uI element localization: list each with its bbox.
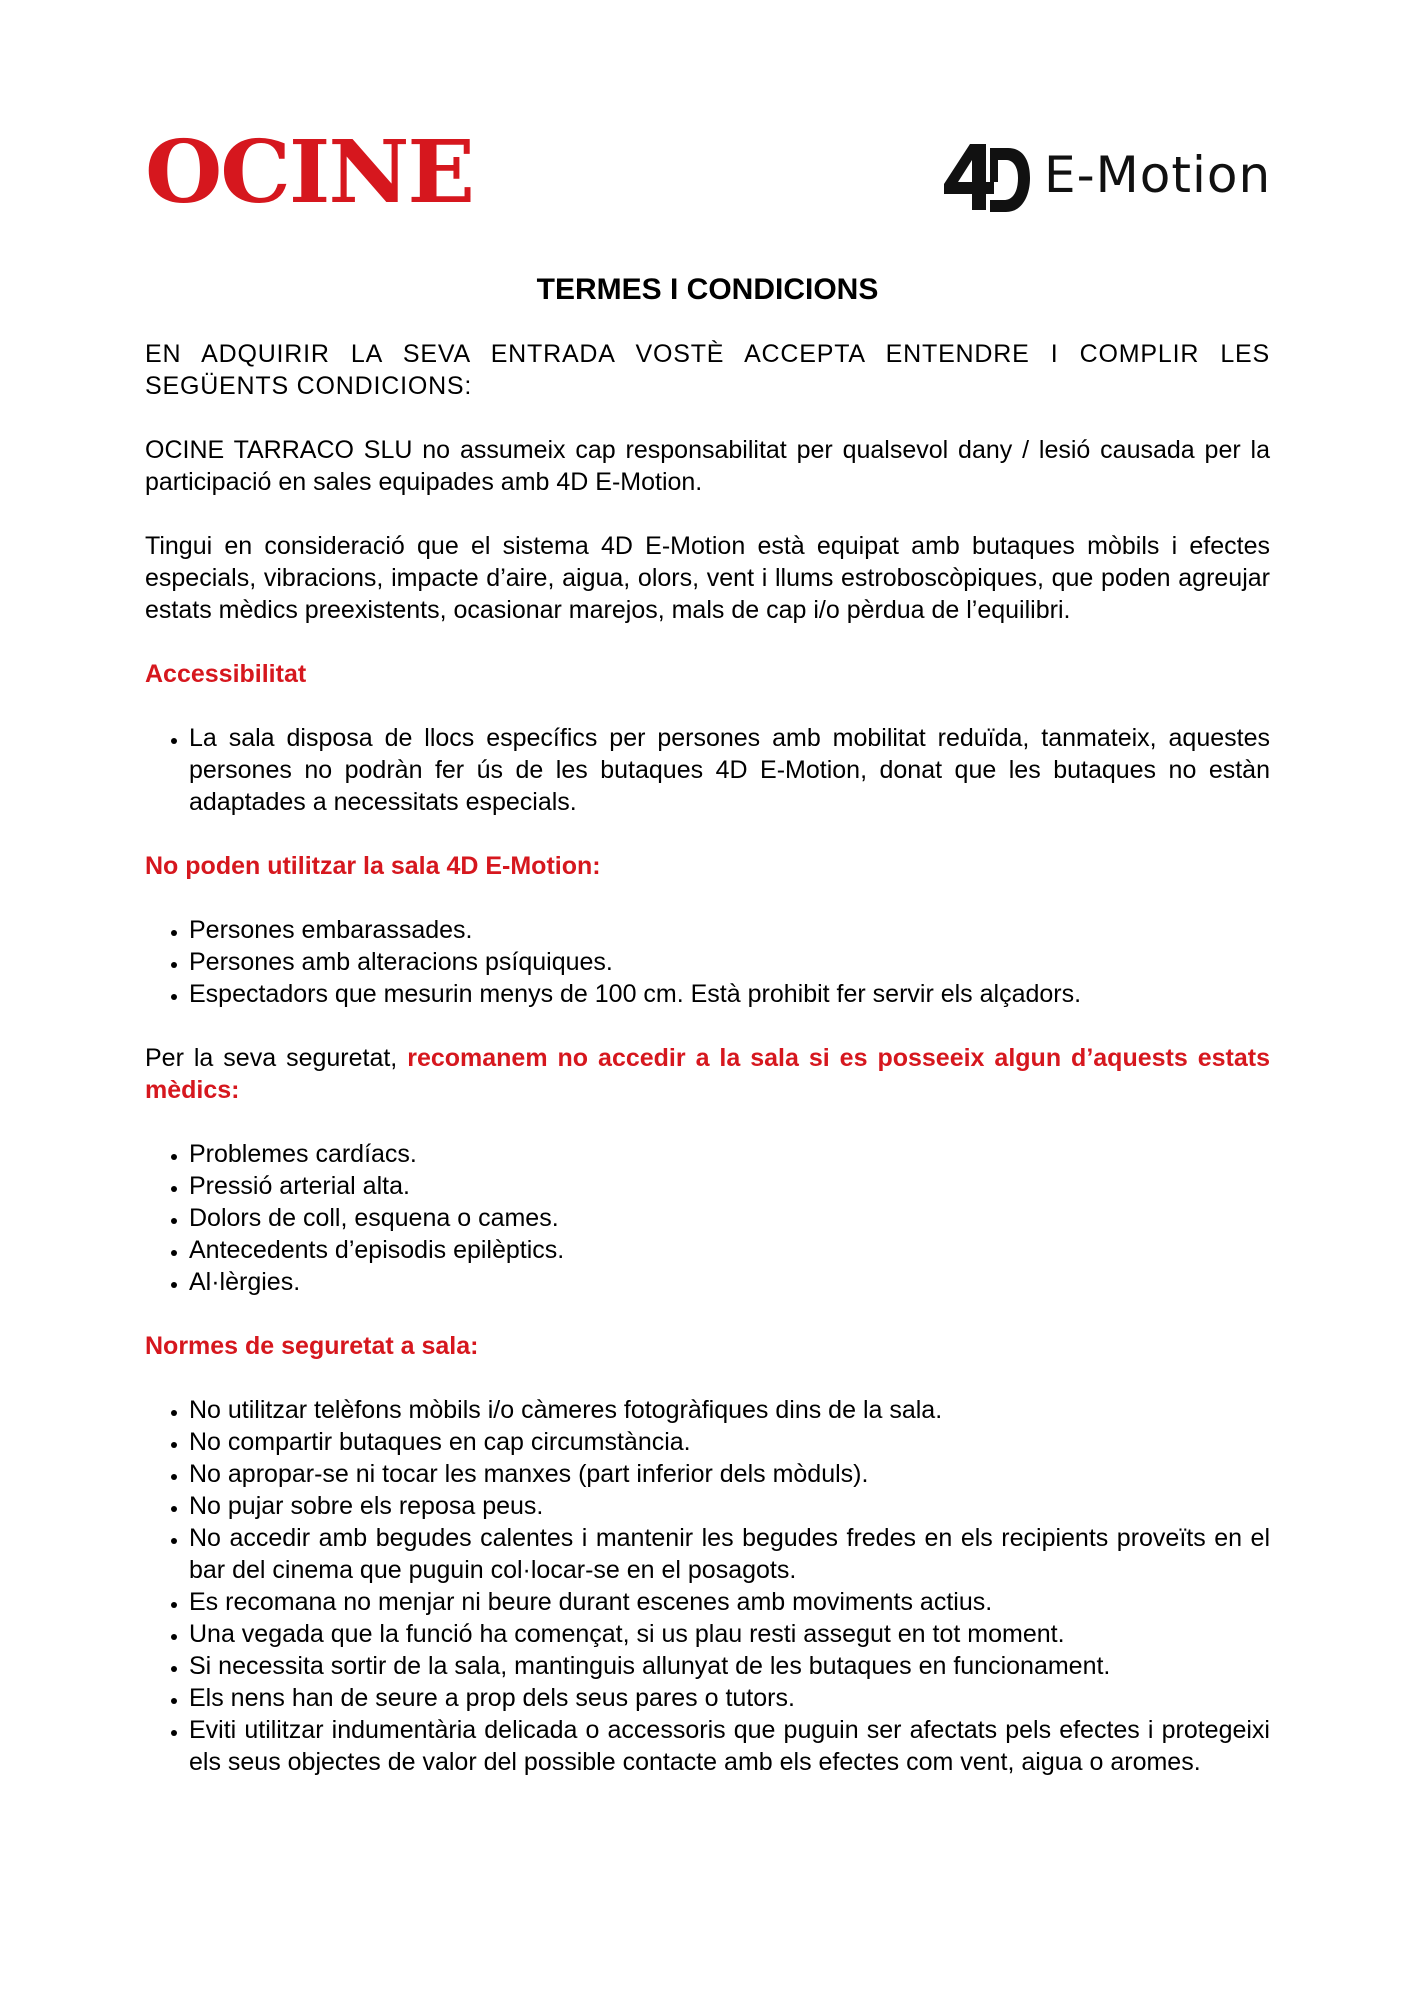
list-item: • Els nens han de seure a prop dels seus pares o tutors.: [189, 1682, 1270, 1714]
list-item: • Al·lèrgies.: [189, 1266, 1270, 1298]
list-item: • Si necessita sortir de la sala, mantinguis allunyat de les butaques en funcionament.: [189, 1650, 1270, 1682]
medical-list: [145, 1138, 1270, 1298]
ocine-logo: [145, 130, 475, 206]
disclaimer-paragraph: OCINE TARRACO SLU no assumeix cap responsabilitat per qualsevol dany / lesió causada per la participació en sales equipades amb 4D E-Motion.: [145, 436, 1270, 496]
4d-logo-mark: [940, 138, 1032, 218]
accessibility-list: [145, 722, 1270, 818]
medical-paragraph: [145, 1042, 1270, 1106]
4d-logo-word: E-Motion: [1044, 146, 1272, 204]
list-item: • Persones amb alteracions psíquiques.: [189, 946, 1270, 978]
page-title: TERMES I CONDICIONS: [536, 273, 879, 306]
safety-list: [145, 1394, 1270, 1778]
medical-lead: Per la seva seguretat,: [145, 1044, 408, 1072]
restrictions-heading: No poden utilitzar la sala 4D E-Motion:: [145, 852, 601, 880]
list-item: • No compartir butaques en cap circumstància.: [189, 1426, 1270, 1458]
list-item: • Dolors de coll, esquena o cames.: [189, 1202, 1270, 1234]
list-item: • Una vegada que la funció ha començat, si us plau resti assegut en tot moment.: [189, 1618, 1270, 1650]
safety-heading: Normes de seguretat a sala:: [145, 1332, 479, 1360]
accessibility-heading: Accessibilitat: [145, 660, 307, 688]
list-item: • Problemes cardíacs.: [189, 1138, 1270, 1170]
terms-content: [145, 270, 1270, 1810]
intro-paragraph: EN ADQUIRIR LA SEVA ENTRADA VOSTÈ ACCEPTA ENTENDRE I COMPLIR LES SEGÜENTS CONDICIONS:: [145, 340, 1270, 400]
list-item: • Antecedents d’episodis epilèptics.: [189, 1234, 1270, 1266]
svg-text:OCINE: OCINE: [145, 130, 473, 206]
list-item: • No accedir amb begudes calentes i mantenir les begudes fredes en els recipients proveïts en el bar del cinema que puguin col·locar-se en el posagots.: [189, 1522, 1270, 1586]
list-item: • No utilitzar telèfons mòbils i/o càmeres fotogràfiques dins de la sala.: [189, 1394, 1270, 1426]
list-item: • Es recomana no menjar ni beure durant escenes amb moviments actius.: [189, 1586, 1270, 1618]
restrictions-list: [145, 914, 1270, 1010]
list-item: • Eviti utilitzar indumentària delicada o accessoris que puguin ser afectats pels efectes i protegeixi els seus objectes de valor del possible contacte amb els efectes com vent, aigua o aromes.: [189, 1714, 1270, 1778]
4d-emotion-logo: [940, 138, 1270, 218]
medical-emphasis: recomanem no accedir a la sala si es posseeix algun d’aquests estats mèdics:: [145, 1044, 1270, 1104]
list-item: • No apropar-se ni tocar les manxes (part inferior dels mòduls).: [189, 1458, 1270, 1490]
header: [145, 120, 1270, 220]
list-item: • La sala disposa de llocs específics per persones amb mobilitat reduïda, tanmateix, aquestes persones no podràn fer ús de les butaques 4D E-Motion, donat que les butaques no estàn adaptades a necessitats especials.: [189, 722, 1270, 818]
list-item: • Pressió arterial alta.: [189, 1170, 1270, 1202]
list-item: • No pujar sobre els reposa peus.: [189, 1490, 1270, 1522]
list-item: • Espectadors que mesurin menys de 100 cm. Està prohibit fer servir els alçadors.: [189, 978, 1270, 1010]
list-item: • Persones embarassades.: [189, 914, 1270, 946]
warning-paragraph: Tingui en consideració que el sistema 4D E-Motion està equipat amb butaques mòbils i efectes especials, vibracions, impacte d’aire, aigua, olors, vent i llums estroboscòpiques, que poden agreujar estats mèdics preexistents, ocasionar marejos, mals de cap i/o pèrdua de l’equilibri.: [145, 532, 1270, 624]
